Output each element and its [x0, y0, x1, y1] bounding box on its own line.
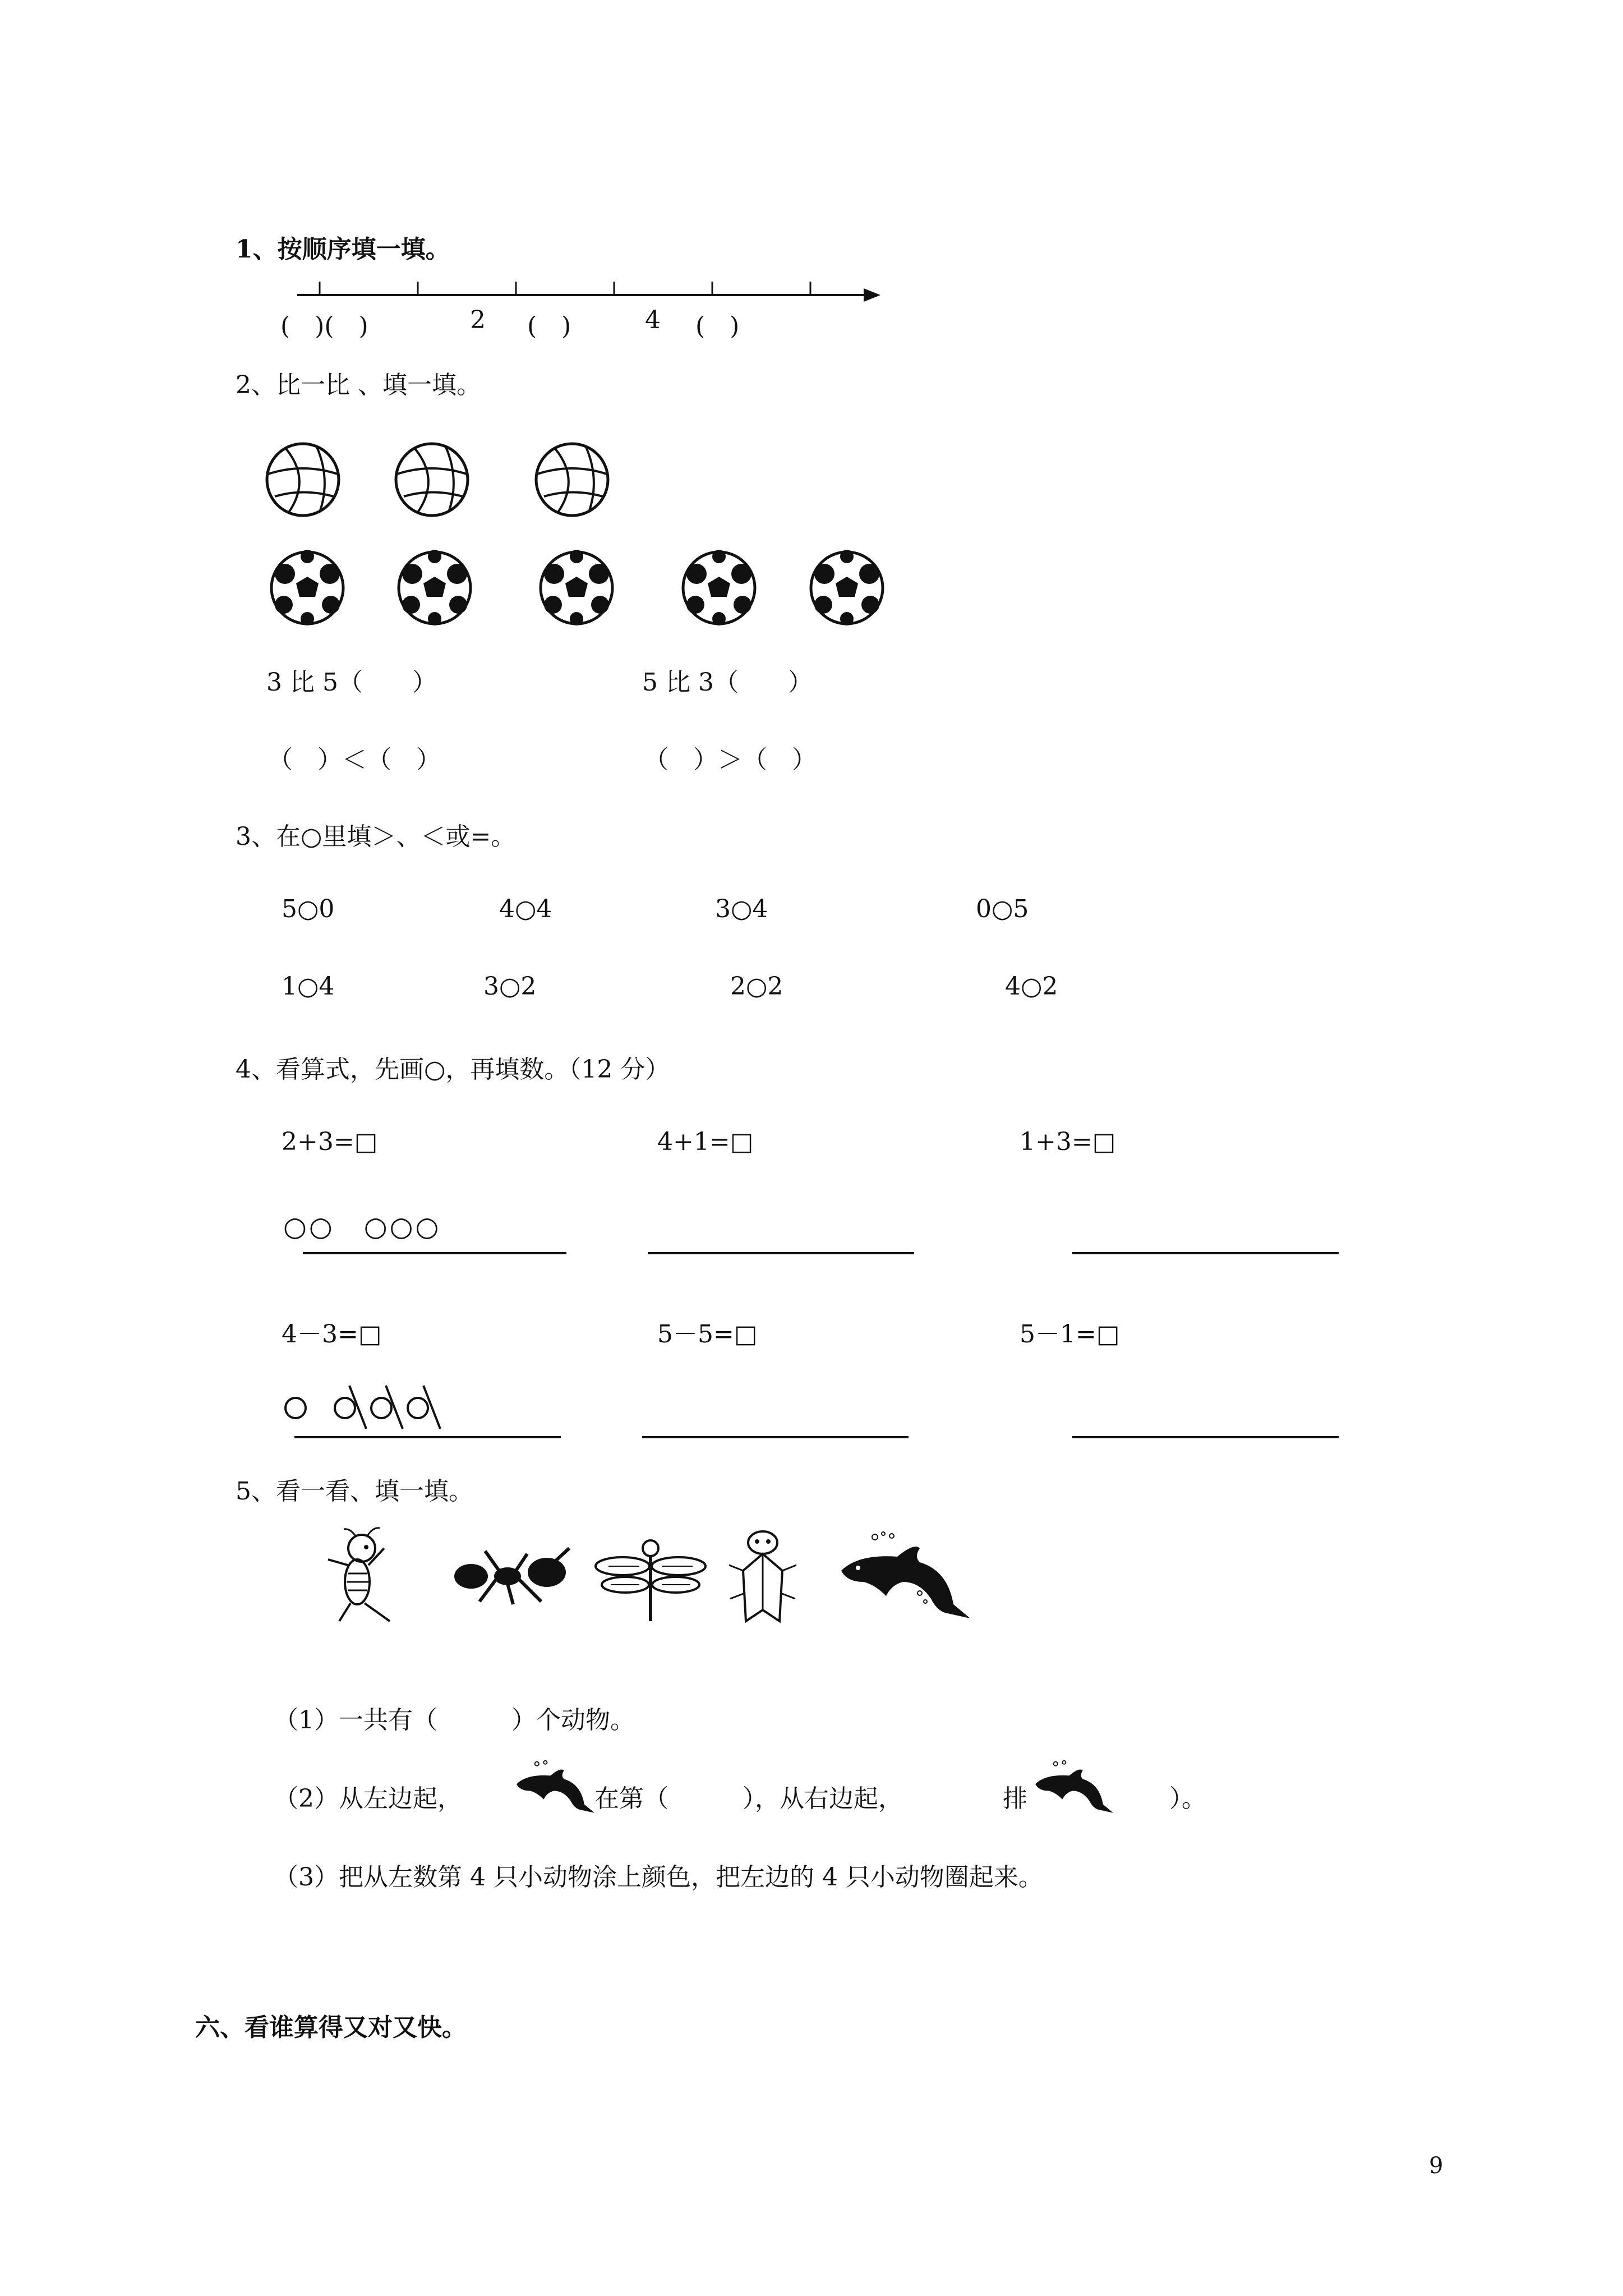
dolphin-icon	[836, 1531, 970, 1627]
page-number: 9	[1429, 2153, 1444, 2179]
soccer-ball-icon	[537, 549, 616, 627]
q2-title: 2、比一比 、填一填。	[236, 371, 481, 399]
q4-equation: 1+3=□	[1020, 1128, 1116, 1156]
q2-compare-left: 3 比 5（ ）	[266, 668, 437, 697]
basketball-icon	[533, 440, 611, 519]
q5-sub-2d: ）。	[1169, 1784, 1206, 1813]
q5-sub-1: （1）一共有（ ）个动物。	[274, 1706, 635, 1734]
q3-item: 0○5	[976, 895, 1029, 923]
soccer-ball-icon	[680, 549, 758, 627]
answer-line	[1072, 1252, 1339, 1254]
number-line-label-1: ( )( )	[280, 312, 368, 341]
q3-item: 5○0	[282, 895, 335, 923]
dolphin-icon	[1032, 1757, 1113, 1821]
cicada-icon	[723, 1526, 802, 1632]
number-line-label-5: ( )	[695, 312, 740, 341]
answer-line	[303, 1252, 566, 1254]
q2-greater-than: （ ）＞（ ）	[644, 746, 817, 774]
cricket-icon	[317, 1526, 407, 1627]
answer-line	[1072, 1436, 1339, 1438]
q5-sub-2a: （2）从左边起，	[274, 1784, 462, 1813]
dolphin-icon	[513, 1757, 594, 1821]
soccer-ball-icon	[395, 549, 474, 627]
number-line-label-3: ( )	[527, 312, 571, 341]
q5-sub-3: （3）把从左数第 4 只小动物涂上颜色，把左边的 4 只小动物圈起来。	[274, 1863, 1043, 1892]
q3-item: 2○2	[730, 972, 783, 1001]
q2-compare-right: 5 比 3（ ）	[642, 668, 813, 697]
q3-item: 4○2	[1005, 972, 1058, 1001]
number-line	[297, 275, 880, 309]
section-6-title: 六、看谁算得又对又快。	[195, 2013, 467, 2042]
number-line-label-2: 2	[470, 306, 486, 334]
q5-title: 5、看一看、填一填。	[236, 1477, 473, 1506]
q5-sub-2c: 排	[1003, 1784, 1027, 1813]
basketball-icon	[264, 440, 342, 519]
number-line-label-4: 4	[645, 306, 661, 334]
q4-equation: 5－1=□	[1020, 1320, 1120, 1349]
soccer-ball-icon	[268, 549, 347, 627]
q4-equation: 2+3=□	[282, 1128, 378, 1156]
q3-item: 3○4	[715, 895, 768, 923]
q5-sub-2b: 在第（ ），从右边起，	[594, 1784, 903, 1813]
q3-item: 1○4	[282, 972, 335, 1001]
q2-less-than: （ ）＜（ ）	[268, 746, 441, 774]
q1-title: 1、按顺序填一填。	[236, 235, 450, 264]
answer-line	[294, 1436, 561, 1438]
q3-item: 4○4	[499, 895, 552, 923]
q3-title: 3、在○里填＞、＜或=。	[236, 822, 516, 851]
crossed-circles-drawing	[283, 1383, 474, 1433]
q4-equation: 4+1=□	[657, 1128, 754, 1156]
answer-line	[642, 1436, 909, 1438]
soccer-ball-icon	[808, 549, 886, 627]
q4-equation: 4－3=□	[282, 1320, 382, 1349]
basketball-icon	[393, 440, 471, 519]
q3-item: 3○2	[483, 972, 537, 1001]
answer-line	[648, 1252, 914, 1254]
ant-icon	[446, 1545, 575, 1607]
q4-drawing-circles: ○○ ○○○	[283, 1211, 441, 1243]
q4-equation: 5－5=□	[657, 1320, 758, 1349]
q4-title: 4、看算式，先画○，再填数。（12 分）	[236, 1055, 670, 1084]
dragonfly-icon	[597, 1531, 704, 1627]
